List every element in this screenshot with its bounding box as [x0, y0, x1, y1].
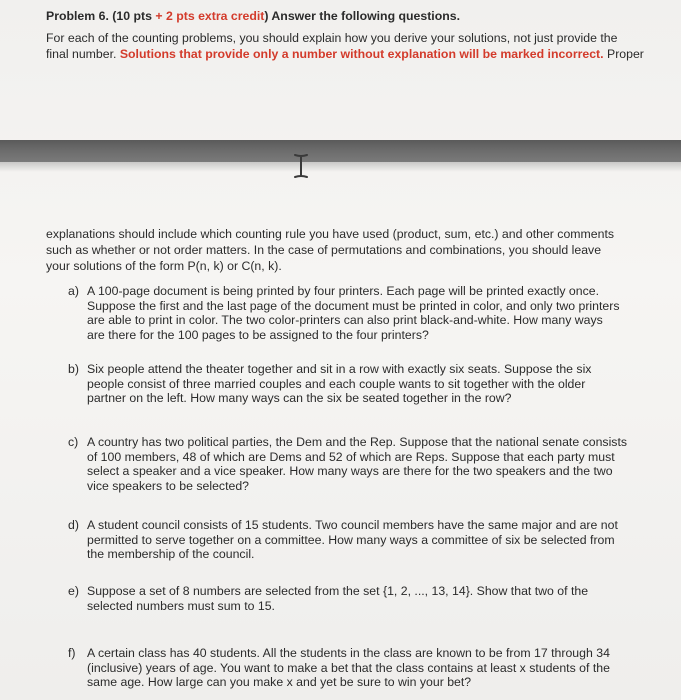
explanation-warning: Solutions that provide only a number without explanation will be marked incorrect. — [119, 47, 604, 61]
page-divider-band — [0, 140, 681, 162]
continuation-line-2: such as whether or not order matters. In the case of permutations and combinations, you should leave — [46, 243, 602, 257]
text-cursor-icon — [292, 152, 310, 180]
extra-credit-label: 2 pts extra credit — [165, 9, 265, 23]
question-text-line: vice speakers to be selected? — [87, 478, 250, 493]
question-text — [87, 435, 627, 493]
question-text-line: Suppose a set of 8 numbers are selected from the set {1, 2, ..., 13, 14}. Show that two of the — [87, 584, 589, 598]
problem-header — [46, 8, 644, 62]
question-label: e) — [68, 584, 79, 598]
intro-line-2-b: Proper — [603, 47, 644, 61]
intro-line-2-a: final number. — [46, 47, 120, 61]
title-prefix: Problem 6. (10 pts — [46, 9, 152, 23]
question-label: a) — [68, 284, 79, 298]
question-text-line: people consist of three married couples and each couple wants to sit together with the older — [87, 376, 586, 391]
question-label: b) — [68, 362, 79, 376]
intro-line-1: For each of the counting problems, you should explain how you derive your solutions, not just provide the — [46, 31, 618, 45]
continuation-line-3: your solutions of the form P(n, k) or C(n, k). — [46, 259, 282, 273]
page-divider-shadow — [0, 162, 681, 172]
question-text-line: select a speaker and a vice speaker. How many ways are there for the two speakers and the two — [87, 464, 613, 478]
question-text-line: are able to print in color. The two color-printers can also print black-and-white. How many ways — [87, 313, 603, 327]
question-text-line: A 100-page document is being printed by four printers. Each page will be printed exactly once. — [87, 284, 599, 298]
question-text-line: A certain class has 40 students. All the students in the class are known to be from 17 through 34 — [87, 646, 610, 660]
question-text-line: Suppose the first and the last page of the document must be printed in color, and only two printers — [87, 298, 620, 313]
continuation-line-1: explanations should include which counting rule you have used (product, sum, etc.) and other comments — [46, 227, 615, 241]
question-text — [87, 584, 627, 613]
title-suffix: ) Answer the following questions. — [264, 9, 460, 23]
question-text-line: partner on the left. How many ways can the six be seated together in the row? — [87, 391, 512, 405]
question-text-line: A student council consists of 15 students. Two council members have the same major and are not — [87, 518, 618, 532]
problem-title — [46, 8, 636, 24]
question-text-line: of 100 members, 48 of which are Dems and 52 of which are Reps. Suppose that each party must — [87, 449, 615, 464]
question-text-line: (inclusive) years of age. You want to make a bet that the class contains at least x students of the — [87, 660, 610, 675]
question-label: c) — [68, 435, 79, 449]
question-text-line: A country has two political parties, the Dem and the Rep. Suppose that the national senate consists — [87, 435, 628, 449]
intro-line-2 — [46, 46, 644, 62]
question-text-line: are there for the 100 pages to be assigned to the four printers? — [87, 327, 429, 342]
question-text-line: the membership of the council. — [87, 547, 255, 561]
question-text-line: Six people attend the theater together and sit in a row with exactly six seats. Suppose the six — [87, 362, 592, 376]
question-text-line: selected numbers must sum to 15. — [87, 598, 275, 613]
question-text — [87, 518, 627, 562]
question-text-line: same age. How large can you make x and yet be sure to win your bet? — [87, 675, 472, 689]
question-label: f) — [68, 646, 76, 660]
question-text — [87, 646, 627, 690]
title-plus: + — [151, 9, 166, 23]
question-text — [87, 362, 627, 406]
question-label: d) — [68, 518, 79, 532]
question-text — [87, 284, 627, 342]
question-text-line: permitted to serve together on a committee. How many ways a committee of six be selected from — [87, 532, 615, 547]
